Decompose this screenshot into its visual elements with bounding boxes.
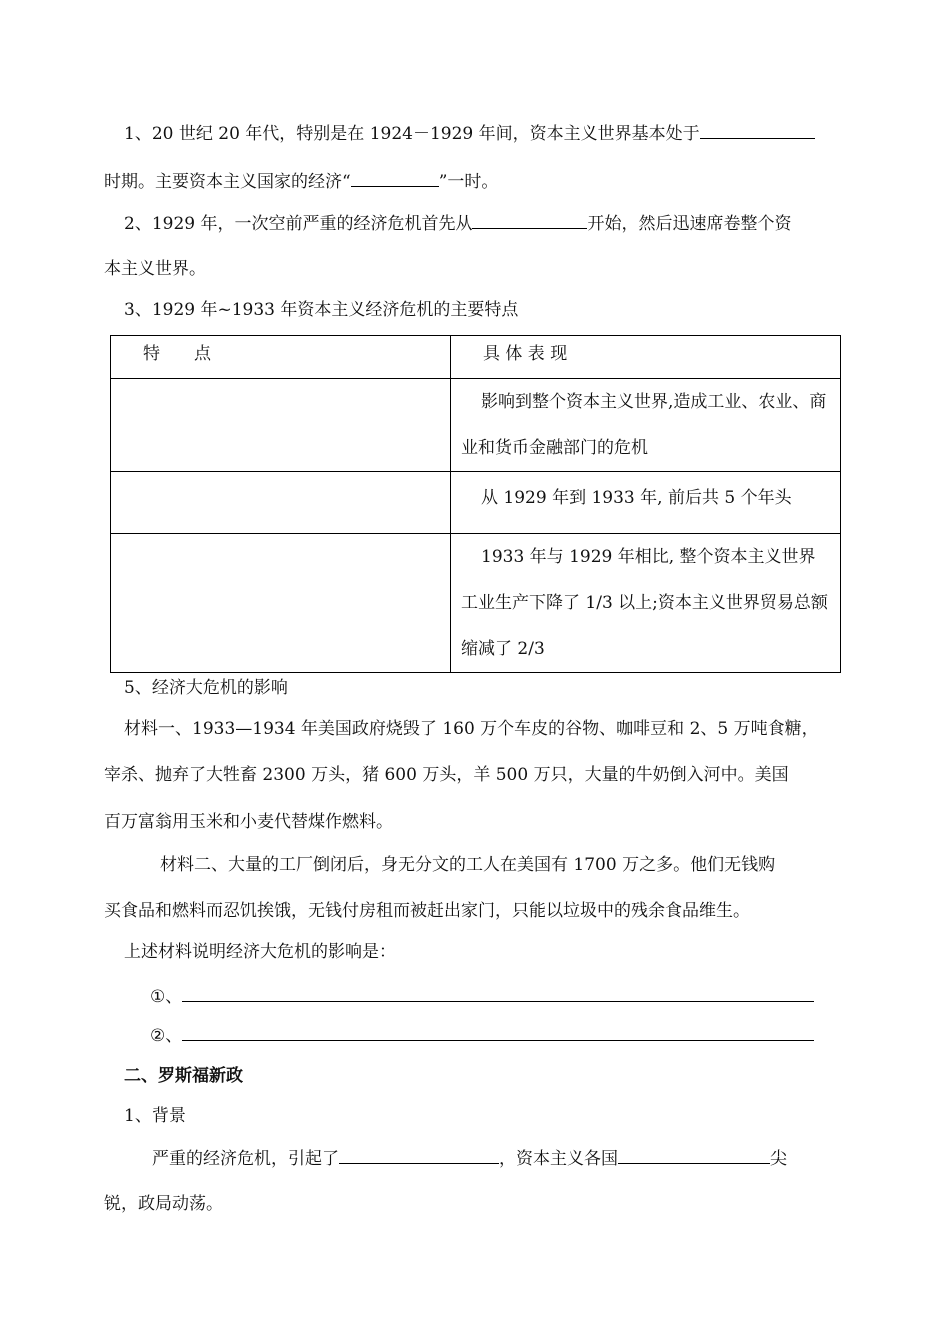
q1-blank-1[interactable]	[700, 120, 815, 139]
detail-cell: 影响到整个资本主义世界,造成工业、农业、商业和货币金融部门的危机	[451, 379, 841, 472]
q5-title: 5、经济大危机的影响	[124, 678, 288, 698]
q1-line2	[104, 168, 498, 194]
background-line2: 锐，政局动荡。	[104, 1194, 223, 1214]
bg-text-3: 尖	[770, 1149, 787, 1169]
q1-text-2: 时期。主要资本主义国家的经济“	[104, 172, 351, 192]
bg-blank-1[interactable]	[339, 1145, 499, 1164]
table-row	[111, 472, 841, 534]
answer-line-1	[150, 983, 814, 1009]
q1-blank-2[interactable]	[351, 168, 439, 187]
table-row	[111, 534, 841, 673]
answer-line-2	[150, 1022, 814, 1048]
q2-text: 2、1929 年，一次空前严重的经济危机首先从	[124, 214, 473, 234]
material-1-line1: 材料一、1933—1934 年美国政府烧毁了 160 万个车皮的谷物、咖啡豆和 2、5 万吨食糖，	[124, 719, 819, 739]
q2-line2: 本主义世界。	[104, 259, 206, 279]
q2-line1	[124, 210, 791, 236]
answer-2-label: ②、	[150, 1026, 183, 1046]
detail-cell: 1933 年与 1929 年相比, 整个资本主义世界工业生产下降了 1/3 以上;资本主义世界贸易总额缩减了 2/3	[451, 534, 841, 673]
material-2-line2: 买食品和燃料而忍饥挨饿，无钱付房租而被赶出家门，只能以垃圾中的残余食品维生。	[104, 901, 750, 921]
header-cell-details: 具 体 表 现	[451, 336, 841, 379]
feature-cell[interactable]	[111, 534, 451, 673]
features-table	[110, 335, 841, 673]
background-subtitle: 1、背景	[124, 1106, 186, 1126]
bg-text-1: 严重的经济危机，引起了	[152, 1149, 339, 1169]
bg-blank-2[interactable]	[618, 1145, 770, 1164]
q5-question: 上述材料说明经济大危机的影响是：	[124, 942, 396, 962]
material-2-line1: 材料二、大量的工厂倒闭后，身无分文的工人在美国有 1700 万之多。他们无钱购	[160, 855, 776, 875]
q2-text-2: 开始，然后迅速席卷整个资	[587, 214, 792, 234]
table-header-row	[111, 336, 841, 379]
answer-1-label: ①、	[150, 987, 183, 1007]
background-line1	[152, 1145, 787, 1171]
q3-title: 3、1929 年~1933 年资本主义经济危机的主要特点	[124, 300, 519, 320]
feature-cell[interactable]	[111, 472, 451, 534]
material-1-line3: 百万富翁用玉米和小麦代替煤作燃料。	[104, 812, 393, 832]
q1-text-3: ”一时。	[438, 172, 499, 192]
answer-2-blank[interactable]	[182, 1022, 814, 1041]
q1-text: 1、20 世纪 20 年代，特别是在 1924－1929 年间，资本主义世界基本处于	[124, 124, 700, 144]
q1-line1	[124, 120, 815, 146]
table-row	[111, 379, 841, 472]
section-heading: 二、罗斯福新政	[124, 1066, 243, 1086]
detail-cell: 从 1929 年到 1933 年, 前后共 5 个年头	[451, 472, 841, 534]
header-cell-features: 特 点	[111, 336, 451, 379]
bg-text-2: ，资本主义各国	[499, 1149, 618, 1169]
feature-cell[interactable]	[111, 379, 451, 472]
answer-1-blank[interactable]	[182, 983, 814, 1002]
q2-blank[interactable]	[472, 210, 587, 229]
material-1-line2: 宰杀、抛弃了大牲畜 2300 万头，猪 600 万头，羊 500 万只，大量的牛奶倒入河中。美国	[104, 765, 789, 785]
